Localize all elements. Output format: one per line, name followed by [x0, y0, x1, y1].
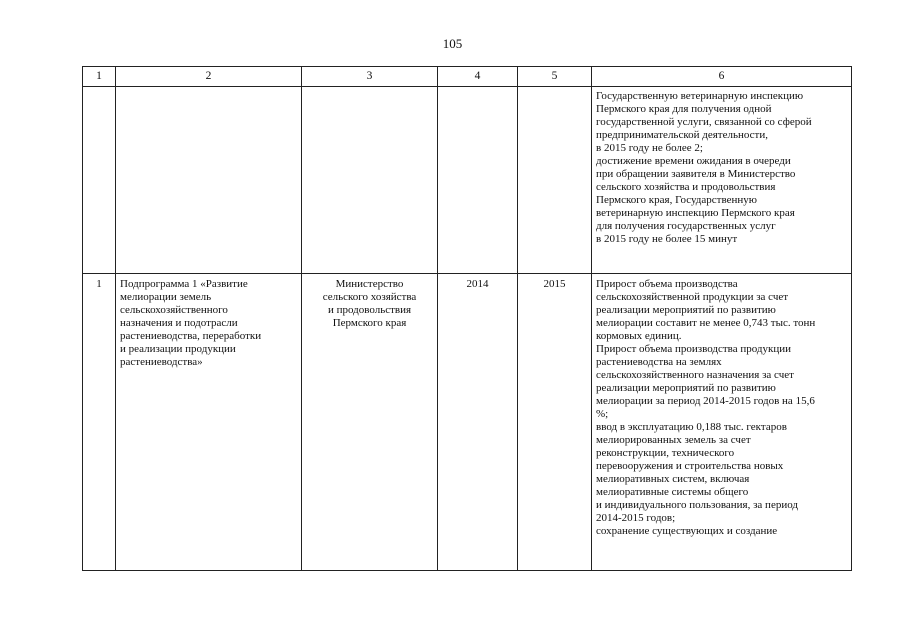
- text-line: Прирост объема производства: [596, 278, 738, 290]
- table-row: [83, 274, 852, 571]
- text-line: и индивидуального пользования, за период: [596, 499, 798, 511]
- results-text: [596, 278, 847, 538]
- text-line: растениеводства на землях: [596, 356, 722, 368]
- text-line: Прирост объема производства продукции: [596, 343, 792, 355]
- text-line: реализации мероприятий по развитию: [596, 382, 776, 394]
- header-col-2: 2: [116, 67, 302, 87]
- header-col-1: 1: [83, 67, 116, 87]
- text-line: сохранение существующих и создание: [596, 525, 778, 537]
- text-line: сельского хозяйства и продовольствия: [596, 181, 776, 193]
- end-year-cell: 2015: [518, 274, 592, 571]
- responsible-text: [306, 278, 433, 330]
- text-line: сельскохозяйственной продукции за счет: [596, 291, 789, 303]
- program-name-text: [120, 278, 297, 369]
- text-line: сельскохозяйственного: [120, 304, 228, 316]
- text-line: ввод в эксплуатацию 0,188 тыс. гектаров: [596, 421, 787, 433]
- text-line: мелиоративных систем, включая: [596, 473, 750, 485]
- text-line: растениеводства, переработки: [120, 330, 262, 342]
- text-line: Государственную ветеринарную инспекцию: [596, 90, 804, 102]
- continuation-cell-3: [302, 87, 438, 274]
- text-line: мелиорации составит не менее 0,743 тыс. тонн: [596, 317, 816, 329]
- text-line: мелиорированных земель за счет: [596, 434, 751, 446]
- text-line: государственной услуги, связанной со сферой: [596, 116, 812, 128]
- text-line: ветеринарную инспекцию Пермского края: [596, 207, 795, 219]
- responsible-cell: [302, 274, 438, 571]
- start-year-cell: 2014: [438, 274, 518, 571]
- header-col-5: 5: [518, 67, 592, 87]
- text-line: реализации мероприятий по развитию: [596, 304, 776, 316]
- text-line: растениеводства»: [120, 356, 203, 368]
- text-line: кормовых единиц.: [596, 330, 682, 342]
- continuation-results-cell: [592, 87, 852, 274]
- text-line: достижение времени ожидания в очереди: [596, 155, 791, 167]
- text-line: для получения государственных услуг: [596, 220, 776, 232]
- text-line: и реализации продукции: [120, 343, 236, 355]
- text-line: в 2015 году не более 15 минут: [596, 233, 738, 245]
- text-line: Пермского края: [332, 317, 407, 329]
- continuation-cell-2: [116, 87, 302, 274]
- text-line: мелиорации за период 2014-2015 годов на 15,6: [596, 395, 815, 407]
- text-line: 2014-2015 годов;: [596, 512, 676, 524]
- text-line: сельскохозяйственного назначения за счет: [596, 369, 794, 381]
- page-number: 105: [442, 36, 463, 51]
- text-line: при обращении заявителя в Министерство: [596, 168, 796, 180]
- text-line: %;: [596, 408, 609, 420]
- text-line: Пермского края для получения одной: [596, 103, 772, 115]
- text-line: и продовольствия: [327, 304, 412, 316]
- document-table: [82, 66, 852, 571]
- table-header-row: [83, 67, 852, 87]
- row-number: 1: [83, 274, 116, 571]
- text-line: сельского хозяйства: [322, 291, 417, 303]
- text-line: реконструкции, технического: [596, 447, 735, 459]
- text-line: Пермского края, Государственную: [596, 194, 757, 206]
- text-line: Министерство: [335, 278, 404, 290]
- header-col-3: 3: [302, 67, 438, 87]
- text-line: мелиорации земель: [120, 291, 212, 303]
- text-line: в 2015 году не более 2;: [596, 142, 703, 154]
- continuation-cell-5: [518, 87, 592, 274]
- continuation-cell-1: [83, 87, 116, 274]
- program-name-cell: [116, 274, 302, 571]
- continuation-row: [83, 87, 852, 274]
- continuation-cell-4: [438, 87, 518, 274]
- text-line: перевооружения и строительства новых: [596, 460, 784, 472]
- continuation-results-text: [596, 90, 847, 246]
- text-line: назначения и подотрасли: [120, 317, 238, 329]
- text-line: Подпрограмма 1 «Развитие: [120, 278, 248, 290]
- text-line: предпринимательской деятельности,: [596, 129, 768, 141]
- header-col-6: 6: [592, 67, 852, 87]
- results-cell: [592, 274, 852, 571]
- text-line: мелиоративные системы общего: [596, 486, 749, 498]
- header-col-4: 4: [438, 67, 518, 87]
